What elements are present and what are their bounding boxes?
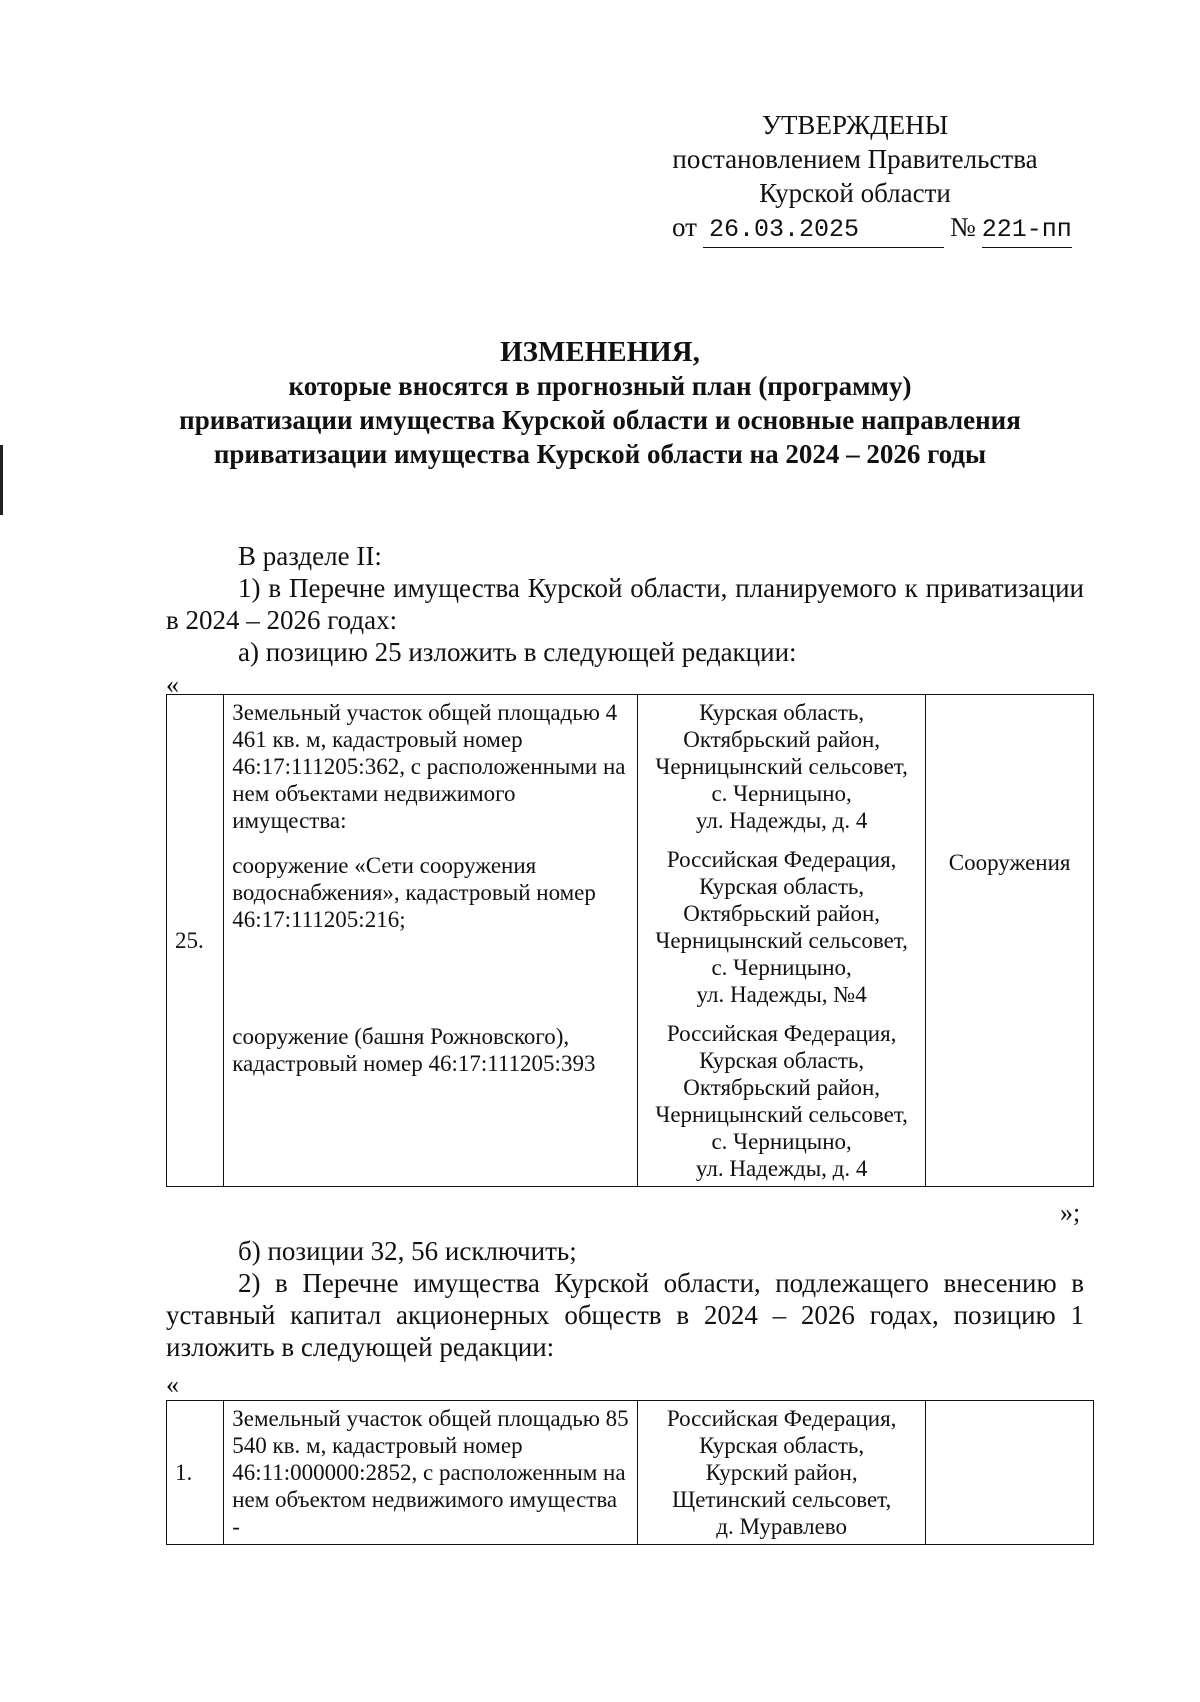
scan-edge-mark [0, 445, 3, 515]
row-3-address-line: Черницынский сельсовет, [655, 1102, 908, 1127]
address-line: Курский район, [705, 1460, 858, 1485]
row-1-address-line: с. Черницыно, [711, 781, 852, 806]
approval-line-2: Курской области [759, 178, 951, 208]
item-1a: а) позицию 25 изложить в следующей редакции: [238, 637, 797, 667]
row-2-address-line: с. Черницыно, [711, 955, 852, 980]
address-line: Курская область, [699, 1433, 865, 1458]
document-heading [150, 335, 1050, 471]
row-3-address-line: Октябрьский район, [683, 1075, 881, 1100]
row-3-description: сооружение (башня Рожновского), кадастровый номер 46:17:111205:393 [232, 1024, 596, 1076]
from-label: от [672, 212, 697, 242]
heading-line-1: которые вносятся в прогнозный план (программу) [288, 371, 912, 401]
description-cell [224, 695, 638, 1187]
position-number: 25. [167, 695, 224, 1187]
table-row [167, 1401, 1094, 1545]
row-2-description: сооружение «Сети сооружения водоснабжения», кадастровый номер 46:17:111205:216; [232, 853, 596, 932]
address-line: Щетинский сельсовет, [672, 1487, 892, 1512]
heading-line-2: приватизации имущества Курской области и основные направления [179, 405, 1021, 435]
item-1: 1) в Перечне имущества Курской области, планируемого к приватизации в 2024 – 2026 годах: [166, 573, 1084, 635]
quote-close-1: »; [1060, 1198, 1081, 1227]
address-line: Российская Федерация, [666, 1406, 897, 1431]
row-1-address-line: Черницынский сельсовет, [655, 754, 908, 779]
row-2-address-line: Курская область, [699, 874, 865, 899]
row-2-address-line: Черницынский сельсовет, [655, 928, 908, 953]
approval-block [620, 108, 1090, 248]
approval-title: УТВЕРЖДЕНЫ [761, 110, 949, 140]
table-row [167, 695, 1094, 1187]
item-1b: б) позиции 32, 56 исключить; [238, 1236, 577, 1266]
description-cell: Земельный участок общей площадью 85 540 кв. м, кадастровый номер 46:11:000000:2852, с расположенным на нем объектом недвижимого имущества - [224, 1401, 638, 1545]
approval-number: 221-пп [982, 213, 1072, 248]
row-3-address-line: Курская область, [699, 1048, 865, 1073]
quote-open-2: « [166, 1370, 179, 1399]
table-position-1 [166, 1400, 1094, 1545]
row-3-address-line: с. Черницыно, [711, 1129, 852, 1154]
row-2-address-line: Российская Федерация, [666, 847, 897, 872]
row-3-address-line: ул. Надежды, д. 4 [695, 1156, 868, 1181]
approval-date-line [672, 210, 1090, 248]
heading-title: ИЗМЕНЕНИЯ, [500, 336, 700, 368]
section-intro: В разделе II: [238, 541, 382, 571]
position-number: 1. [167, 1401, 224, 1545]
address-cell [638, 695, 926, 1187]
row-1-address-line: Курская область, [699, 700, 865, 725]
row-1-description: Земельный участок общей площадью 4 461 кв. м, кадастровый номер 46:17:111205:362, с расположенными на нем объектами недвижимого имущества: [232, 700, 626, 833]
row-1-address-line: Октябрьский район, [683, 727, 881, 752]
approval-date: 26.03.2025 [703, 213, 944, 248]
approval-line-1: постановлением Правительства [672, 144, 1038, 174]
address-cell [638, 1401, 926, 1545]
row-3-address-line: Российская Федерация, [666, 1021, 897, 1046]
type-cell [926, 695, 1094, 1187]
type-cell [926, 1401, 1094, 1545]
object-type: Сооружения [948, 850, 1071, 875]
heading-line-3: приватизации имущества Курской области на 2024 – 2026 годы [213, 439, 987, 469]
number-label: № [949, 212, 976, 242]
item-2: 2) в Перечне имущества Курской области, подлежащего внесению в уставный капитал акционерных обществ в 2024 – 2026 годах, позицию 1 изложить в следующей редакции: [166, 1268, 1084, 1362]
quote-open-1: « [166, 670, 179, 699]
row-2-address-line: ул. Надежды, №4 [696, 982, 867, 1007]
row-2-address-line: Октябрьский район, [683, 901, 881, 926]
address-line: д. Муравлево [716, 1514, 847, 1539]
table-position-25 [166, 694, 1094, 1187]
row-1-address-line: ул. Надежды, д. 4 [695, 808, 868, 833]
